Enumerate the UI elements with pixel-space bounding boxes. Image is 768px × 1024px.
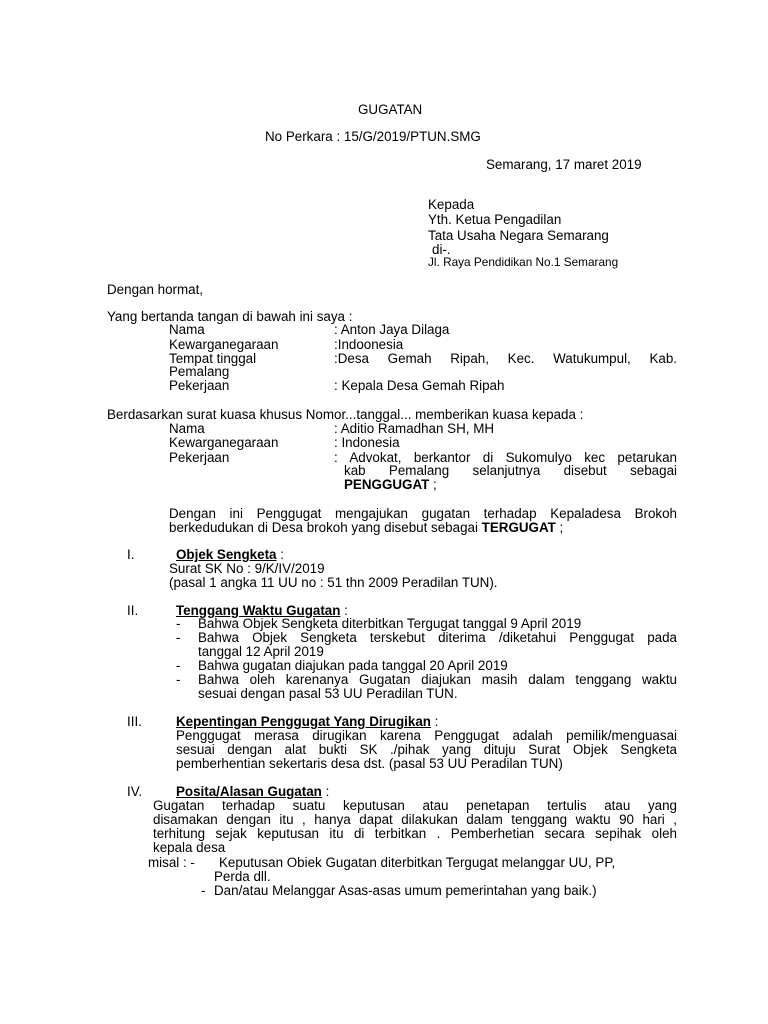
plaintiff-residence-label: Tempat tinggal <box>169 351 257 366</box>
section-heading-text: Kepentingan Penggugat Yang Dirugikan <box>176 714 431 729</box>
list-item: Dan/atau Melanggar Asas-asas umum pemerintahan yang baik.) <box>214 883 597 898</box>
recipient-address: Jl. Raya Pendidikan No.1 Semarang <box>428 255 619 269</box>
greeting: Dengan hormat, <box>107 282 204 297</box>
plaintiff-name-value: : Anton Jaya Dilaga <box>334 322 450 337</box>
section-line: (pasal 1 angka 11 UU no : 51 thn 2009 Peradilan TUN). <box>169 575 498 590</box>
recipient-kepada: Kepada <box>428 197 475 212</box>
proxy-occupation-label: Pekerjaan <box>169 450 230 465</box>
section-number: II. <box>127 603 139 618</box>
penggugat-bold: PENGGUGAT <box>344 477 430 492</box>
plaintiff-residence-value-line1: :Desa Gemah Ripah, Kec. Watukumpul, Kab. <box>334 351 677 366</box>
bullet-dash: - <box>176 630 181 645</box>
list-item-continuation: tanggal 12 April 2019 <box>198 644 324 659</box>
section-number: I. <box>127 547 135 562</box>
case-number: No Perkara : 15/G/2019/PTUN.SMG <box>265 129 481 144</box>
section-heading <box>176 784 329 799</box>
list-item: Bahwa oleh karenanya Gugatan diajukan masih dalam tenggang waktu <box>198 672 677 687</box>
section-line: disamakan dengan itu , hanya dapat dilakukan dalam tenggang waktu 90 hari , <box>153 812 677 827</box>
section-line: Penggugat merasa dirugikan karena Penggugat adalah pemilik/menguasai <box>176 728 677 743</box>
bullet-dash: - <box>201 883 206 898</box>
section-heading-colon: : <box>430 714 439 729</box>
section-heading <box>176 547 284 562</box>
intro-line: Yang bertanda tangan di bawah ini saya : <box>107 309 353 324</box>
section-heading-text: Tenggang Waktu Gugatan <box>176 603 341 618</box>
plaintiff-occupation-value: : Kepala Desa Gemah Ripah <box>334 378 505 393</box>
proxy-name-value: : Aditio Ramadhan SH, MH <box>334 421 495 436</box>
section-heading-text: Posita/Alasan Gugatan <box>176 784 322 799</box>
bullet-dash: - <box>176 616 181 631</box>
plaintiff-citizenship-value: :Indoonesia <box>334 337 404 352</box>
list-item: Bahwa gugatan diajukan pada tanggal 20 April 2019 <box>198 658 508 673</box>
section-heading-colon: : <box>321 784 330 799</box>
proxy-name-label: Nama <box>169 421 205 436</box>
section-number: IV. <box>127 784 143 799</box>
section-heading-colon: : <box>276 547 284 562</box>
statement-line2-post: ; <box>555 520 564 535</box>
place-date: Semarang, 17 maret 2019 <box>486 157 642 172</box>
proxy-occupation-line3 <box>344 477 437 492</box>
section-line: terhitung sejak keputusan itu di terbitkan . Pemberhetian secara sepihak oleh <box>153 826 677 841</box>
list-item: Bahwa Objek Sengketa diterbitkan Tergugat tanggal 9 April 2019 <box>198 616 582 631</box>
bullet-dash: - <box>176 672 181 687</box>
plaintiff-occupation-label: Pekerjaan <box>169 378 230 393</box>
list-item: Bahwa Objek Sengketa terskebut diterima /diketahui Penggugat pada <box>198 630 677 645</box>
recipient-line3: di-. <box>432 242 451 257</box>
bullet-dash: - <box>176 658 181 673</box>
section-line: kepala desa <box>153 840 226 855</box>
statement-line1: Dengan ini Penggugat mengajukan gugatan terhadap Kepaladesa Brokoh <box>169 506 677 521</box>
section-line: Gugatan terhadap suatu keputusan atau penetapan tertulis atau yang <box>153 798 677 813</box>
section-heading <box>176 714 438 729</box>
section-number: III. <box>127 714 142 729</box>
list-item-continuation: sesuai dengan pasal 53 UU Peradilan TUN. <box>198 686 458 701</box>
section-heading-colon: : <box>340 603 348 618</box>
recipient-line2: Tata Usaha Negara Semarang <box>428 228 609 243</box>
section-line: pemberhentian sekertaris desa dst. (pasal 53 UU Peradilan TUN) <box>176 756 563 771</box>
proxy-occupation-line2: kab Pemalang selanjutnya disebut sebagai <box>344 463 677 478</box>
section-heading-text: Objek Sengketa <box>176 547 277 562</box>
section-line: Surat SK No : 9/K/IV/2019 <box>169 561 325 576</box>
proxy-citizenship-label: Kewarganegaraan <box>169 435 279 450</box>
plaintiff-residence-value-line2: Pemalang <box>169 364 230 379</box>
list-item: Keputusan Obiek Gugatan diterbitkan Tergugat melanggar UU, PP, <box>219 855 616 870</box>
misal-label: misal : - <box>148 855 195 870</box>
plaintiff-name-label: Nama <box>169 322 205 337</box>
plaintiff-citizenship-label: Kewarganegaraan <box>169 337 279 352</box>
statement-line2 <box>169 520 563 535</box>
document-title: GUGATAN <box>358 102 423 117</box>
recipient-line1: Yth. Ketua Pengadilan <box>428 212 562 227</box>
proxy-intro: Berdasarkan surat kuasa khusus Nomor...tanggal... memberikan kuasa kepada : <box>107 407 584 422</box>
penggugat-tail: ; <box>429 477 437 492</box>
section-line: sesuai dengan alat bukti SK ./pihak yang dituju Surat Objek Sengketa <box>176 742 677 757</box>
tergugat-bold: TERGUGAT <box>481 520 556 535</box>
proxy-occupation-line1: : Advokat, berkantor di Sukomulyo kec petarukan <box>334 450 677 465</box>
proxy-citizenship-value: : Indonesia <box>334 435 400 450</box>
statement-line2-pre: berkedudukan di Desa brokoh yang disebut sebagai <box>169 520 482 535</box>
list-item-continuation: Perda dll. <box>214 869 271 884</box>
